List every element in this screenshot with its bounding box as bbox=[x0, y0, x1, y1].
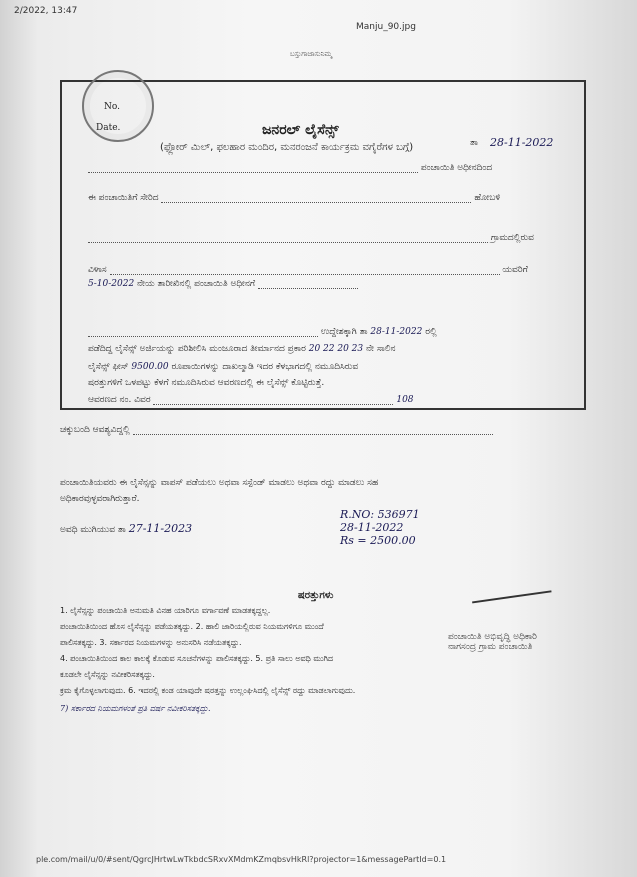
license-years: 20 22 20 23 bbox=[308, 344, 364, 354]
receipt-date: 28-11-2022 bbox=[340, 521, 404, 534]
boundary-label: ಚಕ್ಕುಬಂದಿ ಆವಶ್ಯವಿದ್ದಲ್ಲಿ bbox=[60, 425, 130, 435]
line1 bbox=[88, 162, 492, 173]
line9 bbox=[88, 378, 324, 388]
condition-line: 7) ಸರ್ಕಾರದ ನಿಯಮಗಳಂತೆ ಪ್ರತಿ ವರ್ಷ ನವೀಕರಿಸತಕ್ಕದ್ದು. bbox=[60, 704, 211, 713]
line6 bbox=[88, 326, 437, 337]
application-date: 5-10-2022 bbox=[88, 279, 135, 289]
line2 bbox=[88, 192, 500, 203]
officer-stamp bbox=[448, 632, 537, 652]
print-date: 2/2022, 13:47 bbox=[14, 6, 78, 16]
expiry-date: 27-11-2023 bbox=[128, 522, 193, 535]
condition-line: ಪಂಚಾಯಿತಿಯಿಂದ ಹೊಸ ಲೈಸೆನ್ಸನ್ನು ಪಡೆಯತಕ್ಕದ್ದು. 2. ಹಾಲಿ ಜಾರಿಯಲ್ಲಿರುವ ನಿಯಮಗಳಿಗೂ ಮುಂದೆ bbox=[60, 622, 324, 631]
conditions-title: ಷರತ್ತುಗಳು bbox=[298, 590, 334, 601]
premises-number: 108 bbox=[396, 395, 414, 405]
license-subtitle: (ಫ್ಲೋರ್ ಮಿಲ್, ಫಲಹಾರ ಮಂದಿರ, ಮನರಂಜನೆ ಕಾರ್ಯಕ್ರಮ ವಗೈರೆಗಳ ಬಗ್ಗೆ) bbox=[160, 142, 414, 153]
line7-suffix: ನೇ ಸಾಲಿನ bbox=[366, 344, 396, 354]
receipt-block bbox=[340, 508, 420, 547]
condition-line: ಪಾಲಿಸತಕ್ಕದ್ದು. 3. ಸರ್ಕಾರದ ನಿಯಮಗಳನ್ನು ಅನುಸರಿಸಿ ನಡೆಯತಕ್ಕದ್ದು. bbox=[60, 638, 242, 647]
fee-value: 9500.00 bbox=[131, 362, 169, 372]
line5 bbox=[88, 278, 358, 289]
header-mini-text: ಬಸ್ತುಗಾಜಾಸುನಿಮ್ಮ bbox=[290, 50, 333, 58]
line4-label: ವಿಳಾಸ bbox=[88, 265, 107, 275]
date-label: Date. bbox=[96, 123, 121, 133]
line3-label: ಗ್ರಾಮದಲ್ಲಿರುವ bbox=[490, 233, 534, 243]
stamp-line-1: ಪಂಚಾಯಿತಿ ಅಭಿವೃದ್ಧಿ ಅಧಿಕಾರಿ bbox=[448, 632, 537, 642]
line1-label: ಪಂಚಾಯಿತಿ ಅಧೀನದಿಂದ bbox=[420, 163, 493, 173]
top-date-label: ತಾ bbox=[470, 138, 478, 148]
line7-text: ಪಡೆದಿದ್ದ ಲೈಸೆನ್ಸ್ ಅರ್ಜಿಯನ್ನು ಪರಿಶೀಲಿಸಿ ಮಂಜೂರಾದ ತೀರ್ಮಾನದ ಪ್ರಕಾರ bbox=[88, 344, 306, 354]
mail-url: ple.com/mail/u/0/#sent/QgrcJHrtwLwTkbdcSRxvXMdmKZmqbsvHkRl?projector=1&messagePartId=0.1 bbox=[36, 855, 447, 864]
line8 bbox=[88, 362, 358, 372]
line7 bbox=[88, 344, 396, 354]
line6-label: ಉದ್ದೇಶಕ್ಕಾಗಿ ತಾ bbox=[320, 327, 368, 337]
receipt-number: R.NO: 536971 bbox=[340, 508, 420, 521]
purpose-date: 28-11-2022 bbox=[370, 327, 423, 337]
condition-line: 1. ಲೈಸೆನ್ಸನ್ನು ಪಂಚಾಯಿತಿ ಅನುಮತಿ ವಿನಹ ಯಾರಿಗೂ ವರ್ಗಾವಣೆ ಮಾಡತಕ್ಕದ್ದಲ್ಲ. bbox=[60, 606, 271, 615]
line13-text: ಅಧಿಕಾರವುಳ್ಳವರಾಗಿರುತ್ತಾರೆ. bbox=[60, 494, 140, 504]
file-name: Manju_90.jpg bbox=[356, 22, 416, 32]
condition-line: ಕೂಡಲೇ ಲೈಸೆನ್ಸನ್ನು ನವೀಕರಿಸತಕ್ಕದ್ದು. bbox=[60, 670, 155, 679]
fee-label: ಲೈಸೆನ್ಸ್ ಫೀಸ್ bbox=[88, 362, 129, 372]
line13 bbox=[60, 494, 139, 504]
line12-text: ಪಂಚಾಯಿತಿಯವರು ಈ ಲೈಸೆನ್ಸನ್ನು ವಾಪಸ್ ಪಡೆಯಲು ಅಥವಾ ಸಸ್ಪೆಂಡ್ ಮಾಡಲು ಅಥವಾ ರದ್ದು ಮಾಡಲು ಸಹ bbox=[60, 478, 379, 488]
line2-label: ಈ ಪಂಚಾಯಿತಿಗೆ ಸೇರಿದ bbox=[88, 193, 159, 203]
no-label: No. bbox=[104, 102, 120, 112]
line2-suffix: ಹೋಬಳಿ bbox=[474, 193, 501, 203]
condition-line: ಕ್ರಮ ಕೈಗೊಳ್ಳಲಾಗುವುದು. 6. ಇದರಲ್ಲಿ ಕಂಡ ಯಾವುದೇ ಷರತ್ತನ್ನು ಉಲ್ಲಂಘಿಸಿದಲ್ಲಿ ಲೈಸೆನ್ಸ್ ರದ್ದು ಮಾಡಲಾಗುವುದು. bbox=[60, 686, 356, 695]
line8-suffix: ರೂಪಾಯಿಗಳನ್ನು ದಾಖಲ್ಮಾಡಿ ಇದರ ಕೆಳಭಾಗದಲ್ಲಿ ನಮೂದಿಸಿರುವ bbox=[171, 362, 359, 372]
line4-suffix: ಯವರಿಗೆ bbox=[502, 265, 528, 275]
condition-line: 4. ಪಂಚಾಯಿತಿಯಿಂದ ಕಾಲ ಕಾಲಕ್ಕೆ ಕೊಡುವ ಸೂಚನೆಗಳನ್ನು ಪಾಲಿಸತಕ್ಕದ್ದು. 5. ಪ್ರತಿ ಸಾಲು ಅವಧಿ ಮುಗಿದ bbox=[60, 654, 334, 663]
line11 bbox=[60, 424, 493, 435]
expiry-label: ಅವಧಿ ಮುಗಿಯುವ ತಾ bbox=[60, 525, 126, 535]
line14 bbox=[60, 522, 192, 535]
line12 bbox=[60, 478, 378, 488]
line9-text: ಷರತ್ತುಗಳಿಗೆ ಒಳಪಟ್ಟು ಕೆಳಗೆ ನಮೂದಿಸಿರುವ ಆವರಣದಲ್ಲಿ ಈ ಲೈಸೆನ್ಸ್ ಕೊಟ್ಟಿರುತ್ತೆ. bbox=[88, 378, 325, 388]
license-title: ಜನರಲ್ ಲೈಸೆನ್ಸ್ bbox=[262, 122, 339, 138]
receipt-amount: Rs = 2500.00 bbox=[340, 534, 416, 547]
line4 bbox=[88, 264, 528, 275]
line10 bbox=[88, 394, 414, 405]
line6-suffix: ರಲ್ಲಿ bbox=[425, 327, 437, 337]
stamp-line-2: ನಾಗಸಂದ್ರ ಗ್ರಾಮ ಪಂಚಾಯಿತಿ bbox=[448, 642, 533, 652]
premises-label: ಆವರಣದ ನಂ. ವಿವರ bbox=[88, 395, 151, 405]
line5-label: ನೇಯ ತಾರೀಖಿನಲ್ಲಿ ಪಂಚಾಯಿತಿ ಅಧೀನಗೆ bbox=[137, 279, 256, 289]
line3 bbox=[88, 232, 534, 243]
top-date-value: 28-11-2022 bbox=[490, 136, 554, 149]
